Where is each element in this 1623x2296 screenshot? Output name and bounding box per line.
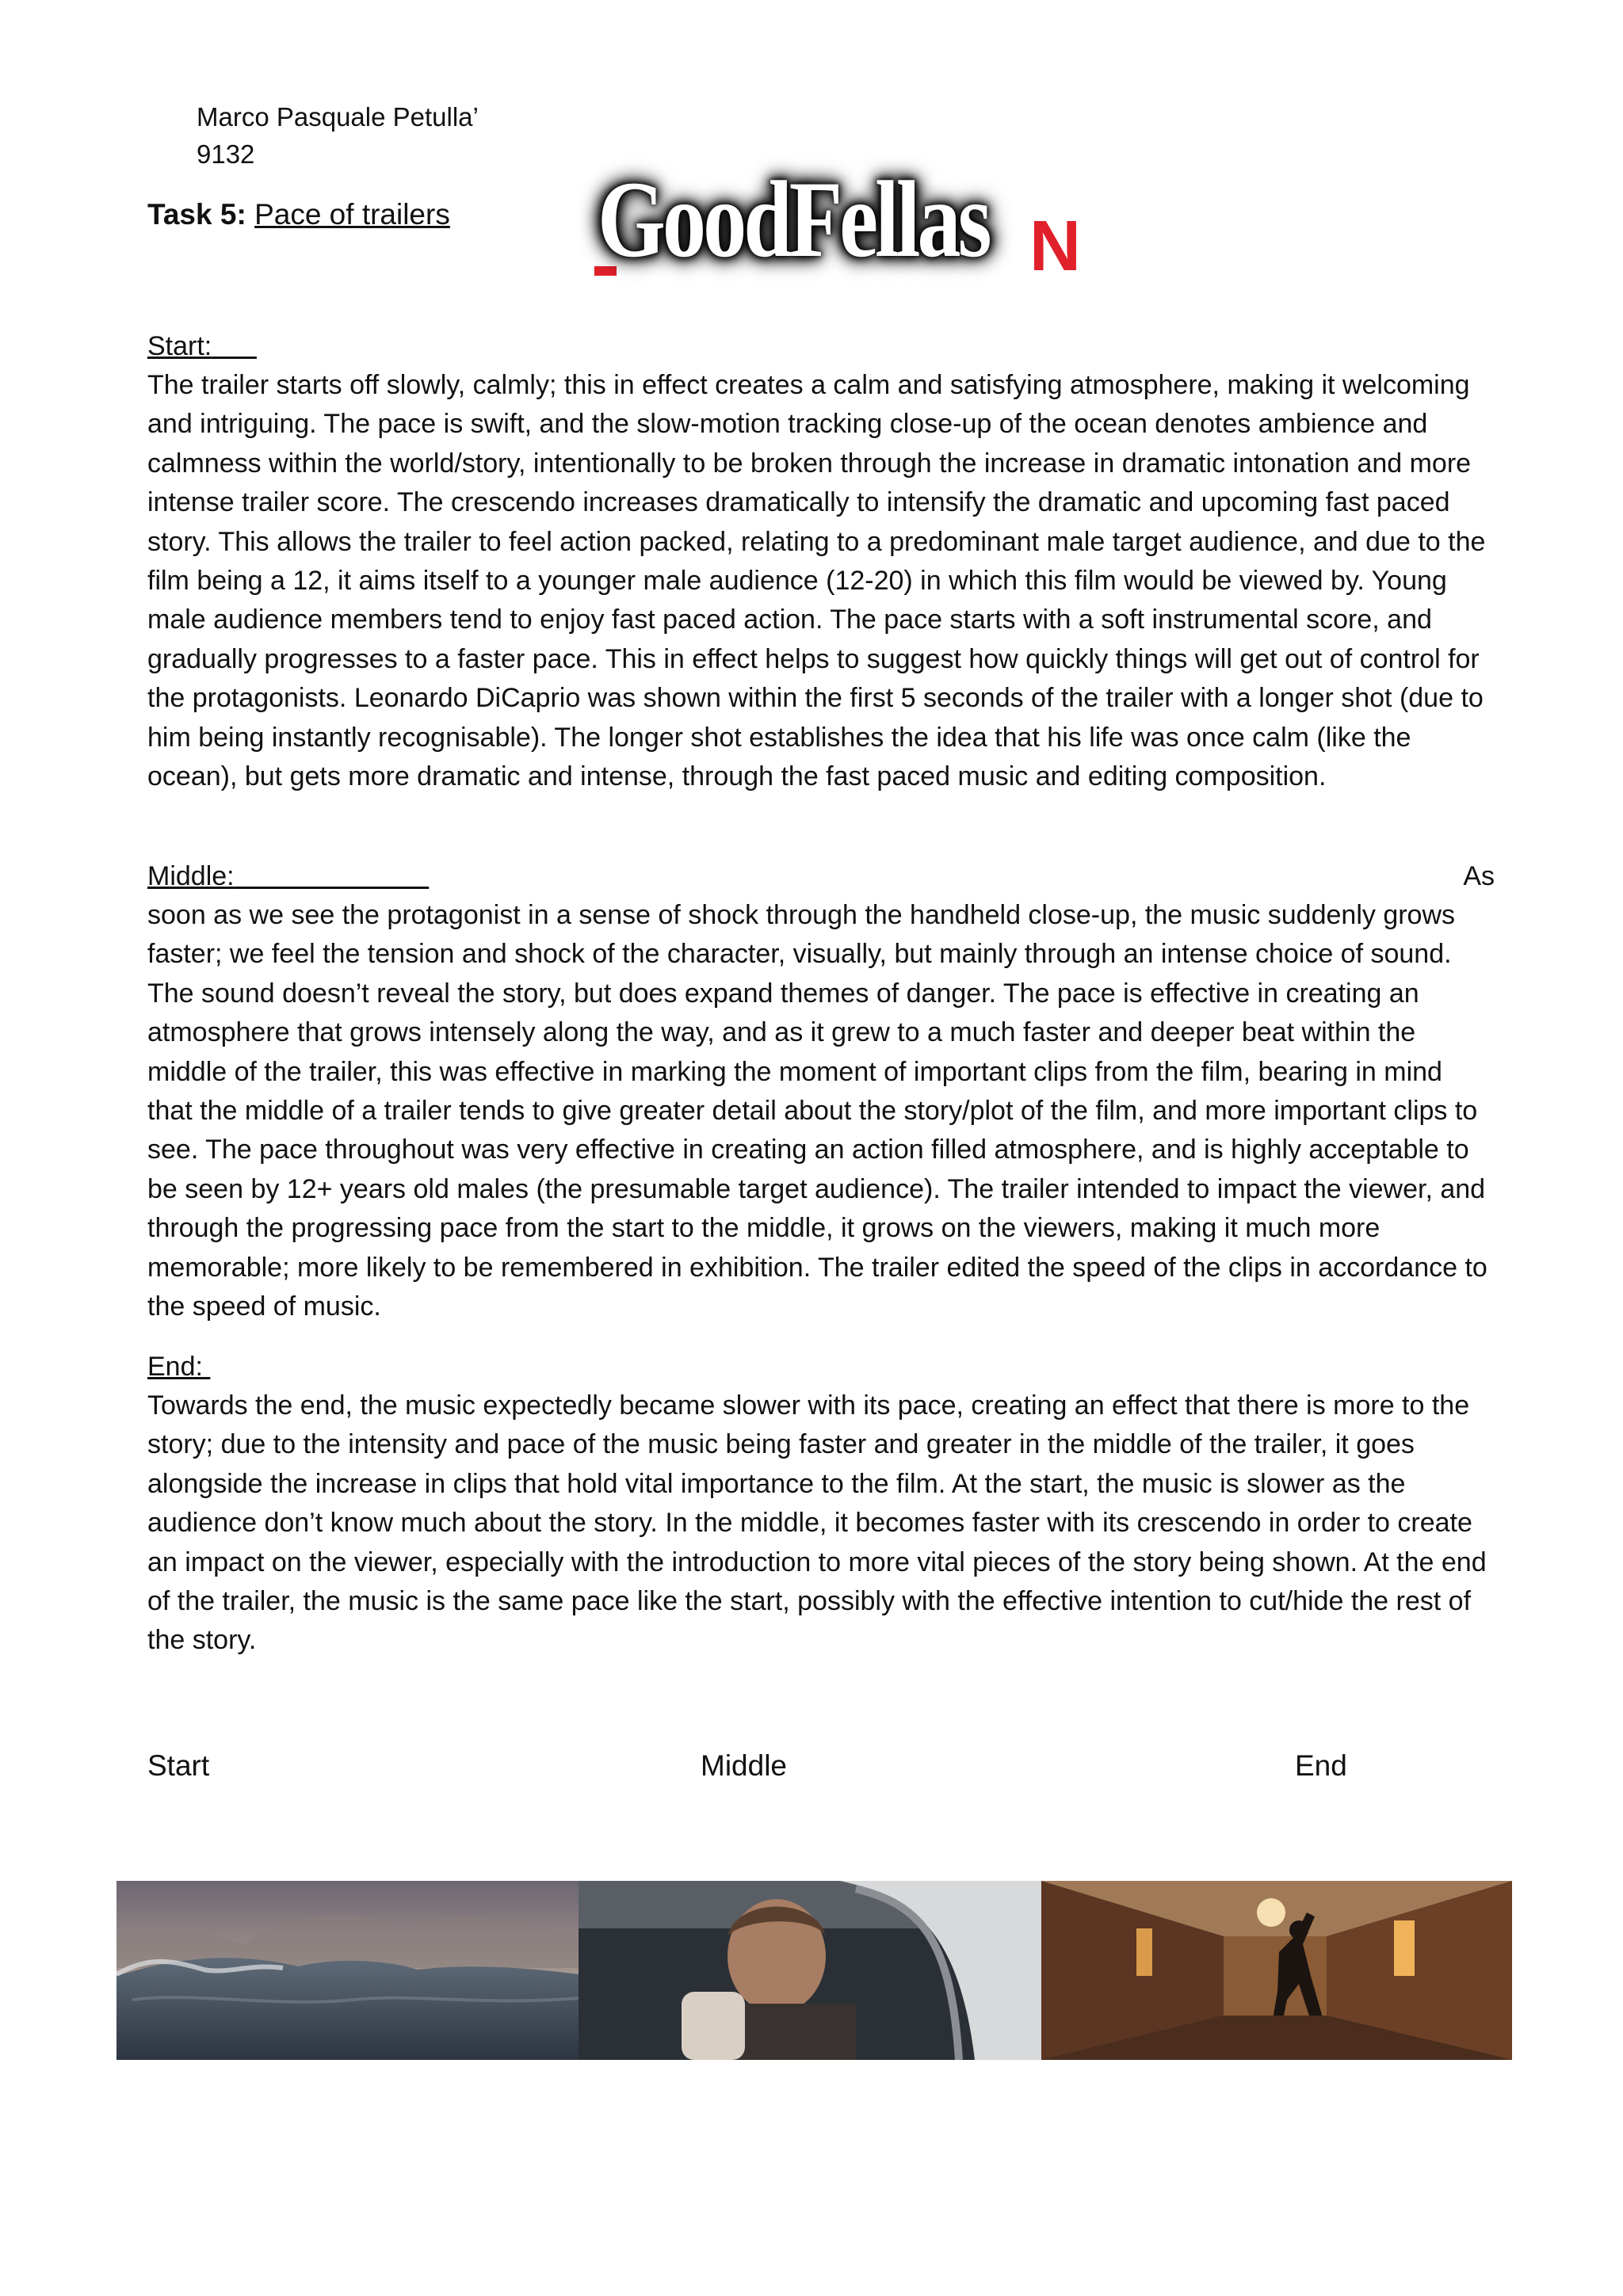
- logo-n-mark: N: [1029, 207, 1081, 286]
- end-heading: End:: [147, 1352, 203, 1382]
- middle-paragraph: soon as we see the protagonist in a sense of shock through the handheld close-up, the music suddenly grows faster; we feel the tension and shock of the character, visually, but mainly through an intense choice of sound. The sound doesn’t reveal the story, but does expand themes of danger. The pace is effective in creating an atmosphere that grows intensely along the way, and as it grew to a much faster and deeper beat within the middle of the trailer, this was effective in marking the moment of important clips from the film, bearing in mind that the middle of a trailer tends to give greater detail about the story/plot of the film, and more important clips to see. The pace throughout was very effective in creating an action filled atmosphere, and is highly acceptable to be seen by 12+ years old males (the presumable target audience). The trailer intended to impact the viewer, and through the progressing pace from the start to the middle, it grows on the viewers, making it much more memorable; more likely to be remembered in exhibition. The trailer edited the speed of the clips in accordance to the speed of music.: [147, 900, 1487, 1322]
- still-label-end: End: [1295, 1749, 1347, 1782]
- start-heading: Start:: [147, 331, 212, 361]
- trailer-stills-strip: [116, 1881, 1512, 2060]
- start-paragraph: The trailer starts off slowly, calmly; this in effect creates a calm and satisfying atmosphere, making it welcoming and intriguing. The pace is swift, and the slow-motion tracking close-up of the ocean denotes ambience and calmness within the world/story, intentionally to be broken through the increase in dramatic intonation and more intense trailer score. The crescendo increases dramatically to intensify the dramatic and upcoming fast paced story. This allows the trailer to feel action packed, relating to a predominant male target audience, and due to the film being a 12, it aims itself to a younger male audience (12-20) in which this film would be viewed by. Young male audience members tend to enjoy fast paced action. The pace starts with a soft instrumental score, and gradually progresses to a faster pace. This in effect helps to suggest how quickly things will get out of control for the protagonists. Leonardo DiCaprio was shown within the first 5 seconds of the trailer with a longer shot (due to him being instantly recognisable). The longer shot establishes the idea that his life was once calm (like the ocean), but gets more dramatic and intense, through the fast paced music and editing composition.: [147, 370, 1486, 792]
- middle-heading: Middle:: [147, 861, 235, 891]
- still-label-start: Start: [147, 1749, 210, 1782]
- car-closeup-still: [579, 1881, 1041, 2060]
- ocean-wave-still: [116, 1881, 579, 2060]
- task-title: Pace of trailers: [254, 198, 450, 231]
- task-label: Task 5:: [147, 198, 246, 231]
- end-section: [147, 1348, 1495, 1661]
- logo-wordmark: GoodFellas: [598, 158, 989, 280]
- hallway-still: [1041, 1881, 1512, 2060]
- author-name: Marco Pasquale Petulla’: [197, 102, 479, 132]
- middle-section: [147, 857, 1495, 1326]
- author-block: [197, 98, 479, 173]
- still-label-middle: Middle: [701, 1749, 787, 1782]
- task-heading: [147, 196, 450, 234]
- goodfellas-logo: [593, 155, 1100, 290]
- middle-lead-word: As: [1463, 861, 1495, 891]
- start-section: [147, 327, 1495, 796]
- end-paragraph: Towards the end, the music expectedly became slower with its pace, creating an effect that there is more to the story; due to the intensity and pace of the music being faster and greater in the middle of the trailer, it goes alongside the increase in clips that hold vital importance to the film. At the start, the music is slower as the audience don’t know much about the story. In the middle, it becomes faster with its crescendo in order to create an impact on the viewer, especially with the introduction to more vital pieces of the story being shown. At the end of the trailer, the music is the same pace like the start, possibly with the effective intention to cut/hide the rest of the story.: [147, 1390, 1487, 1656]
- student-id: 9132: [197, 139, 255, 169]
